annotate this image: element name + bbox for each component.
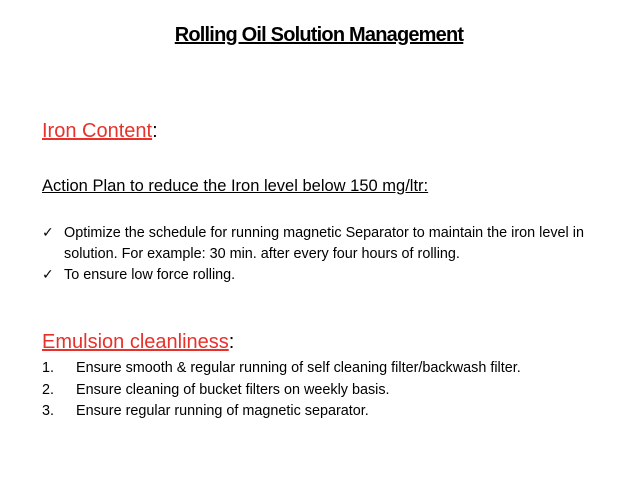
list-item-text: Optimize the schedule for running magnetic Separator to maintain the iron level in solution. For example: 30 min. after every four hours of rolling. <box>64 225 584 262</box>
iron-content-heading <box>42 120 158 143</box>
emulsion-action-list <box>42 358 622 423</box>
list-item-text: To ensure low force rolling. <box>64 267 236 283</box>
list-item <box>42 401 622 423</box>
list-item-number: 1. <box>42 360 55 376</box>
emulsion-cleanliness-heading <box>42 331 234 354</box>
list-item <box>42 358 622 380</box>
slide-title: Rolling Oil Solution Management <box>174 24 464 46</box>
iron-content-heading-text: Iron Content <box>42 120 153 142</box>
list-item <box>42 265 612 286</box>
list-item-text: Ensure smooth & regular running of self cleaning filter/backwash filter. <box>76 360 521 376</box>
iron-action-list <box>42 223 612 286</box>
action-plan-subheading: Action Plan to reduce the Iron level below 150 mg/ltr: <box>42 177 429 195</box>
emulsion-cleanliness-heading-text: Emulsion cleanliness <box>42 331 229 353</box>
iron-content-heading-colon: : <box>152 120 158 142</box>
list-item <box>42 380 622 402</box>
list-item-text: Ensure cleaning of bucket filters on weekly basis. <box>76 381 390 398</box>
check-icon: ✓ <box>42 267 54 283</box>
emulsion-cleanliness-heading-colon: : <box>228 331 235 353</box>
list-item-text: Ensure regular running of magnetic separator. <box>76 403 369 419</box>
check-icon: ✓ <box>42 225 54 241</box>
list-item-number: 3. <box>42 403 55 419</box>
list-item-number: 2. <box>42 381 55 398</box>
list-item <box>42 223 612 265</box>
